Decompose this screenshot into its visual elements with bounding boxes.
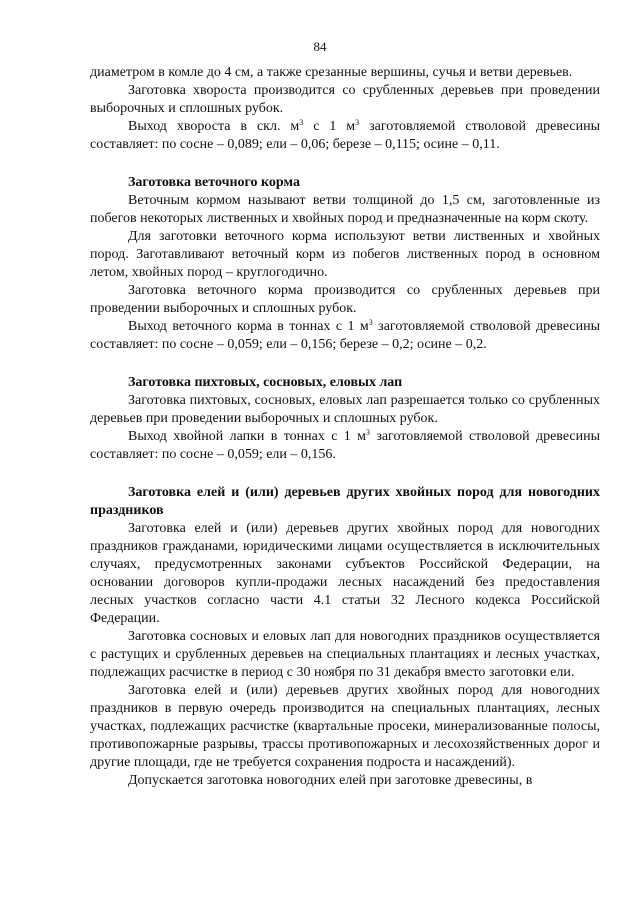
- paragraph-feed-yield: [90, 318, 600, 354]
- spacer: [90, 354, 600, 374]
- section-heading: Заготовка пихтовых, сосновых, еловых лап: [128, 375, 403, 390]
- text-run: Выход хвороста в скл. м: [128, 119, 300, 134]
- superscript: 3: [368, 318, 373, 327]
- paragraph: Заготовка сосновых и еловых лап для новогодних праздников осуществляется с растущих и срубленных деревьев на специальных плантациях и лесных участках, подлежащих расчистке в период с 30 ноября по 31 декабря вместо заготовки ели.: [90, 629, 600, 680]
- text-run: Выход хвойной лапки в тоннах с 1 м: [128, 429, 366, 444]
- text-run: с 1 м: [303, 119, 356, 134]
- page-number: 84: [313, 39, 327, 54]
- text-run: заготовляемой стволовой древесины составляет: по сосне – 0,059; ели – 0,156.: [90, 429, 600, 462]
- text-run: заготовляемой стволовой древесины составляет: по сосне – 0,089; ели – 0,06; березе – 0,115; осине – 0,11.: [90, 119, 600, 152]
- spacer: [90, 464, 600, 484]
- superscript: 3: [355, 118, 360, 127]
- section-heading: Заготовка веточного корма: [128, 175, 300, 190]
- paragraph-branch-yield: [90, 428, 600, 464]
- superscript: 3: [365, 428, 370, 437]
- paragraph: Заготовка веточного корма производится со срубленных деревьев при проведении выборочных и сплошных рубок.: [90, 283, 600, 316]
- superscript: 3: [299, 118, 304, 127]
- text-run: Выход веточного корма в тоннах с 1 м: [128, 319, 369, 334]
- section-heading: Заготовка елей и (или) деревьев других хвойных пород для новогодних праздников: [90, 485, 600, 518]
- paragraph: Веточным кормом называют ветви толщиной до 1,5 см, заготовленные из побегов некоторых лиственных и хвойных пород и предназначенные на корм скоту.: [90, 193, 600, 226]
- paragraph: Допускается заготовка новогодних елей при заготовке древесины, в: [128, 773, 533, 788]
- paragraph: Заготовка елей и (или) деревьев других хвойных пород для новогодних праздников в первую очередь производится на специальных плантациях, лесных участках, подлежащих расчистке (квартальные просеки, минерализованные полосы, противопожарные разрывы, трассы противопожарных и лесохозяйственных дорог и другие площади, где не требуется сохранения подроста и насаждений).: [90, 683, 600, 770]
- spacer: [90, 154, 600, 174]
- paragraph: Для заготовки веточного корма используют ветви лиственных и хвойных пород. Заготавливают веточный корм из побегов лиственных пород в основном летом, хвойных пород – круглогодично.: [90, 229, 600, 280]
- paragraph: Заготовка хвороста производится со срубленных деревьев при проведении выборочных и сплошных рубок.: [90, 83, 600, 116]
- page-body: [90, 64, 600, 790]
- text-run: заготовляемой стволовой древесины составляет: по сосне – 0,059; ели – 0,156; березе – 0,2; осине – 0,2.: [90, 319, 601, 352]
- paragraph: диаметром в комле до 4 см, а также срезанные вершины, сучья и ветви деревьев.: [90, 65, 573, 80]
- paragraph: Заготовка елей и (или) деревьев других хвойных пород для новогодних праздников гражданами, юридическими лицами осуществляется в исключительных случаях, предусмотренных законами субъектов Российской Федерации, на основании договоров купли-продажи лесных насаждений без предоставления лесных участков согласно части 4.1 статьи 32 Лесного кодекса Российской Федерации.: [90, 521, 600, 626]
- paragraph: Заготовка пихтовых, сосновых, еловых лап разрешается только со срубленных деревьев при проведении выборочных и сплошных рубок.: [90, 393, 600, 426]
- paragraph-brushwood-yield: [90, 118, 600, 154]
